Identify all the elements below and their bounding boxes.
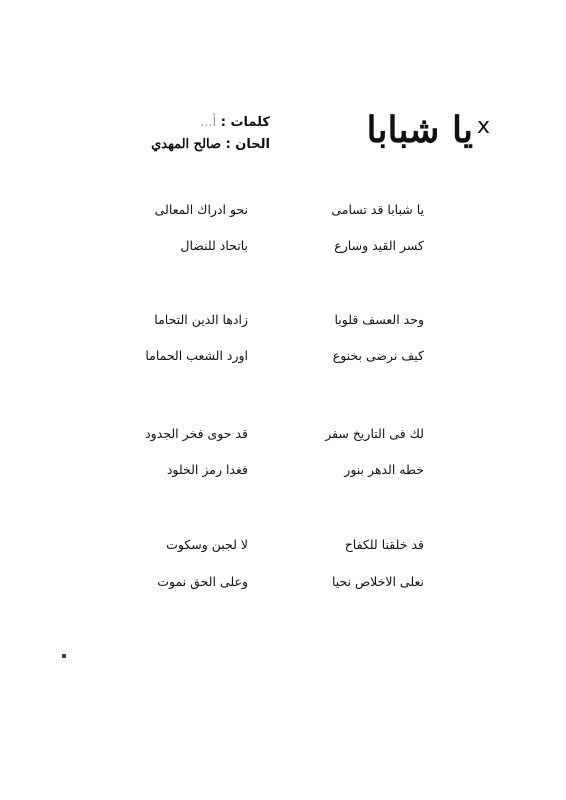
- verse-line: خطه الدهر بنور: [344, 462, 424, 477]
- verse-line: لا لجبن وسكوت: [166, 537, 248, 552]
- lyrics-author: أ...: [200, 115, 217, 130]
- verse-line: اورد الشعب الحماما: [145, 348, 248, 363]
- verse-line: لك فى التاريخ سفر: [325, 426, 424, 441]
- verse-line: وحد العسف قلوبا: [334, 312, 424, 327]
- verse-line: كسر القيد وسارع: [334, 238, 424, 253]
- music-label: الحان :: [225, 137, 270, 152]
- music-credit: [130, 134, 270, 156]
- song-title: يا شبابا: [366, 109, 473, 151]
- verse-line: نحو ادراك المعالى: [154, 202, 248, 217]
- verse-line: قد حوى فخر الجدود: [145, 426, 248, 441]
- verse-line: قد خلقنا للكفاح: [344, 537, 424, 552]
- verse-line: كيف نرضى بخنوع: [332, 348, 424, 363]
- scan-speck: [62, 654, 66, 658]
- credits-block: [130, 112, 270, 156]
- verse-line: فغدا رمز الخلود: [166, 462, 248, 477]
- verse-line: باتحاد للنضال: [180, 238, 248, 253]
- lyrics-label: كلمات :: [220, 115, 270, 130]
- verse-line: يا شبابا قد تسامى: [331, 202, 424, 217]
- music-composer: صالح المهدي: [151, 137, 222, 152]
- lyrics-credit: [130, 112, 270, 134]
- verse-line: وعلى الحق نموت: [157, 574, 248, 589]
- verse-line: زادها الدين التحاما: [154, 312, 248, 327]
- title-mark: x: [477, 114, 491, 139]
- verse-line: نعلى الاخلاص نحيا: [331, 574, 424, 589]
